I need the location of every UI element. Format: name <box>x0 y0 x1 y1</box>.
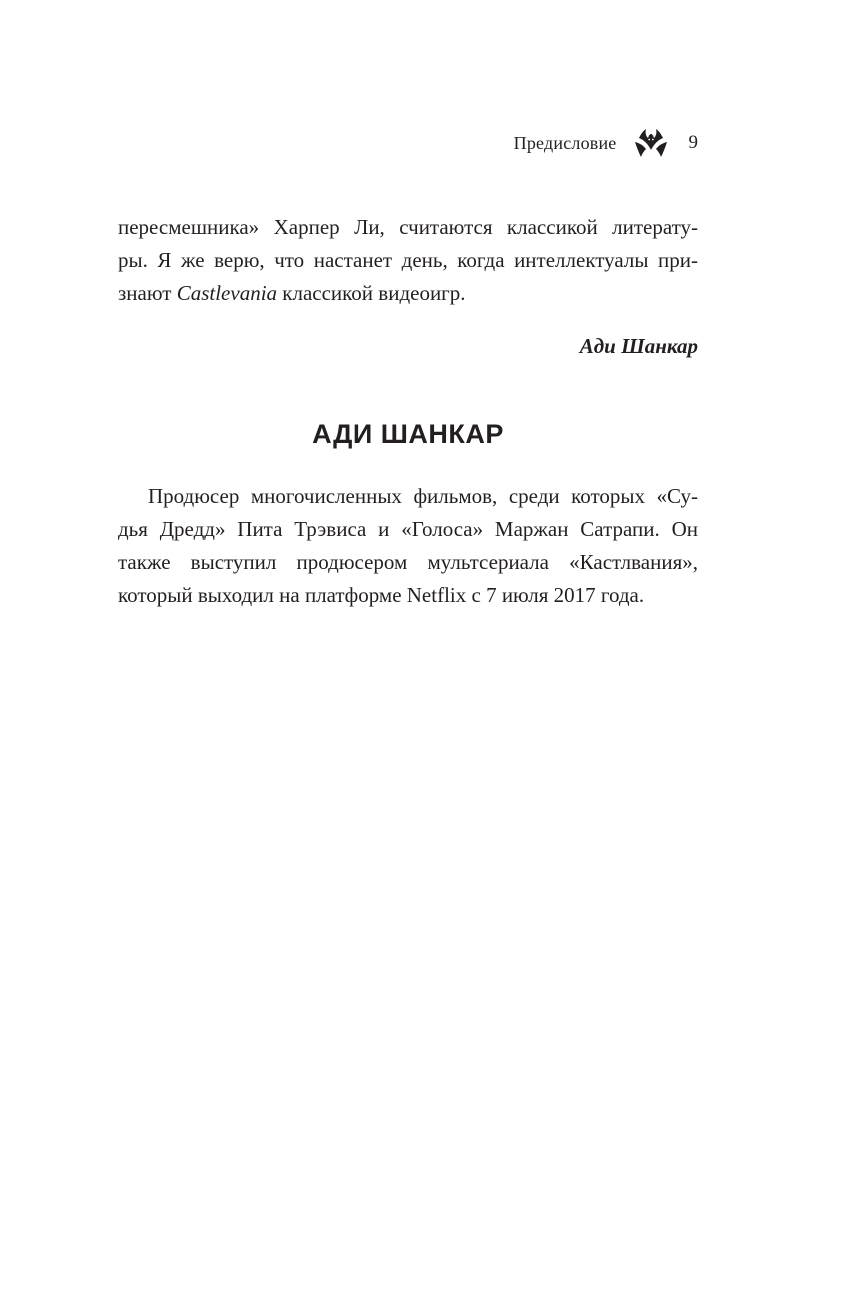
intro-line-3-end: классикой видеоигр. <box>277 281 466 305</box>
bio-line-4: который выходил на платформе Netflix с 7 июля 2017 года. <box>118 583 645 607</box>
running-head-title: Предисловие <box>513 133 617 153</box>
page-number: 9 <box>688 132 698 153</box>
intro-line-1: пересмешника» Харпер Ли, считаются классикой литерату- <box>118 215 698 239</box>
bio-line-1: Продюсер многочисленных фильмов, среди которых «Су- <box>148 484 698 508</box>
section-heading: АДИ ШАНКАР <box>312 419 504 449</box>
author-signature: Ади Шанкар <box>579 334 698 358</box>
bio-line-3: также выступил продюсером мультсериала «Кастлвания», <box>118 550 698 574</box>
intro-line-3-start: знают <box>118 281 177 305</box>
intro-line-3 <box>118 277 698 310</box>
bio-paragraph <box>118 480 698 612</box>
bat-wings-icon <box>633 128 669 158</box>
intro-paragraph <box>118 211 698 310</box>
bio-line-2: дья Дредд» Пита Трэвиса и «Голоса» Маржан Сатрапи. Он <box>118 517 698 541</box>
game-title-castlevania: Castlevania <box>176 281 278 305</box>
running-head <box>514 128 698 158</box>
intro-line-2: ры. Я же верю, что настанет день, когда интеллектуалы при- <box>118 248 698 272</box>
